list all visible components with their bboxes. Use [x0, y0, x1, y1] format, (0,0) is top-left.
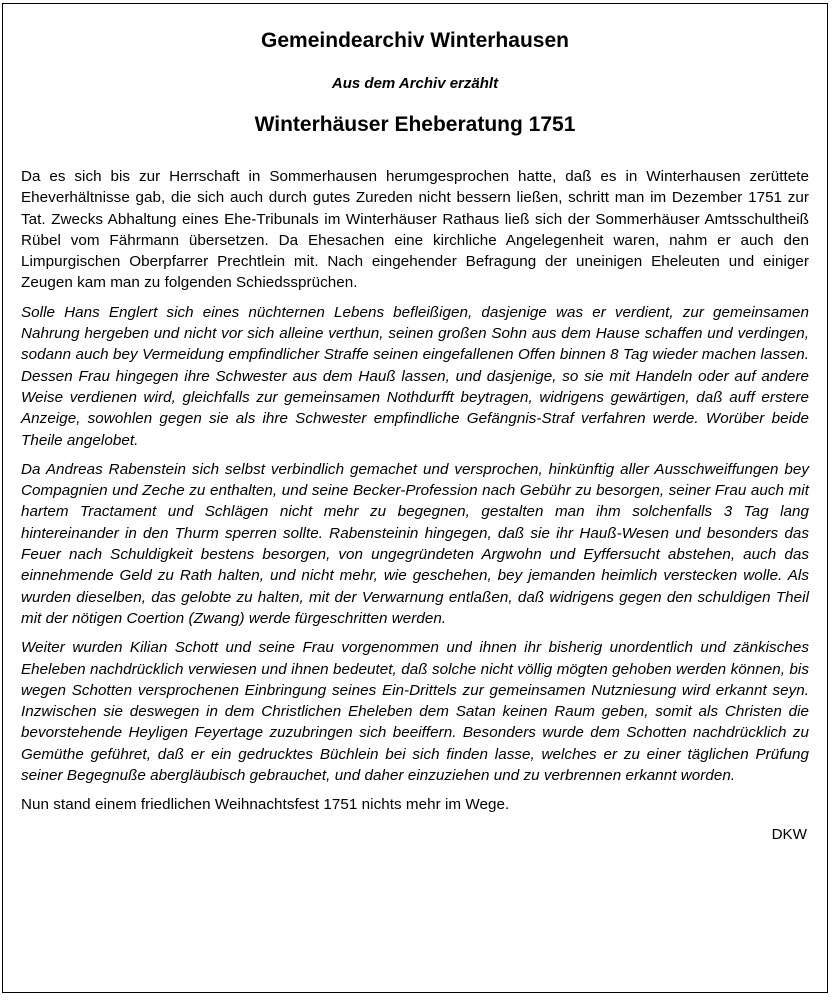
paragraph-verdict-rabenstein: Da Andreas Rabenstein sich selbst verbindlich gemachet und versprochen, hinkünftig aller Ausschweiffungen bey Compagnien und Zeche zu enthalten, und seine Becker-Profession nach Gebühr zu besorgen, seiner Frau auch mit hartem Tractament und Schlägen nicht mehr zu begegnen, gestalten man ihm solchenfalls 3 Tag lang hintereinander in den Thurm sperren sollte. Rabensteinin hingegen, daß sie ihr Hauß-Wesen und besonders das Feuer nach Schuldigkeit bestens besorgen, von ungegründeten Argwohn und Eyffersucht abstehen, auch das einnehmende Geld zu Rath halten, und nicht mehr, wie geschehen, bey jemanden heimlich verstecken wolle. Als wurden dieselben, das gelobte zu halten, mit der Verwarnung entlaßen, daß widrigens gegen den schuldigen Theil mit der nötigen Coertion (Zwang) werde fürgeschritten werden.	[21, 460, 809, 627]
archive-title: Gemeindearchiv Winterhausen	[261, 29, 569, 52]
paragraph-verdict-schott: Weiter wurden Kilian Schott und seine Frau vorgenommen und ihnen ihr bisherig unordentlich und zänkisches Eheleben nachdrücklich verwiesen und ihnen bedeutet, daß solche nicht völlig mögten gehoben werden können, bis wegen Schotten versprochenen Einbringung seines Ein-Drittels zur gemeinsamen Nutzniesung wird erkannt seyn. Inzwischen sie deswegen in dem Christlichen Eheleben dem Satan keinen Raum geben, somit als Christen die bevorstehende Heyligen Feyertage zuzubringen sich beeiffern. Besonders wurde dem Schotten nachdrücklich zu Gemüthe geführet, daß er ein gedrucktes Büchlein bei sich finden lasse, welches er zu einer täglichen Prüfung seiner Begegnuße abergläubisch gebrauchet, und daher einzuziehen und zu verbrennen erkannt worden.	[21, 639, 809, 785]
article-frame	[2, 3, 828, 993]
paragraph-conclusion: Nun stand einem friedlichen Weihnachtsfest 1751 nichts mehr im Wege.	[21, 796, 510, 814]
paragraph-verdict-englert: Solle Hans Englert sich eines nüchternen Lebens befleißigen, dasjenige was er verdient, zur gemeinsamen Nahrung hergeben und nicht vor sich alleine verthun, seinen großen Sohn aus dem Hause schaffen und verdingen, sodann auch bey Vermeidung empfindlicher Straffe seinen eingefallenen Offen binnen 8 Tag wieder machen lassen. Dessen Frau hingegen ihre Schwester aus dem Hauß lassen, und dasjenige, so sie mit Handeln oder auf andere Weise verdienen wird, gleichfalls zur gemeinsamen Nothdurfft beytragen, widrigens gewärtigen, daß auff erstere Anzeige, sowohlen gegen sie als ihre Schwester empfindliche Gefängnis-Straf verfahren werde. Worüber beide Theile angelobet.	[21, 303, 809, 449]
series-subtitle: Aus dem Archiv erzählt	[331, 75, 499, 92]
author-signature: DKW	[771, 825, 807, 843]
paragraph-intro: Da es sich bis zur Herrschaft in Sommerhausen herumgesprochen hatte, daß es in Winterhausen zerüttete Eheverhältnisse gab, die sich auch durch gutes Zureden nicht bessern ließen, schritt man im Dezember 1751 zur Tat. Zwecks Abhaltung eines Ehe-Tribunals im Winterhäuser Rathaus ließ sich der Sommerhäuser Amtsschultheiß Rübel vom Fährmann übersetzen. Da Ehesachen eine kirchliche Angelegenheit waren, nahm er auch den Limpurgischen Oberpfarrer Prechtlein mit. Nach eingehender Befragung der uneinigen Eheleuten und einiger Zeugen kam man zu folgenden Schiedssprüchen.	[21, 168, 809, 292]
article-title: Winterhäuser Eheberatung 1751	[254, 113, 576, 136]
